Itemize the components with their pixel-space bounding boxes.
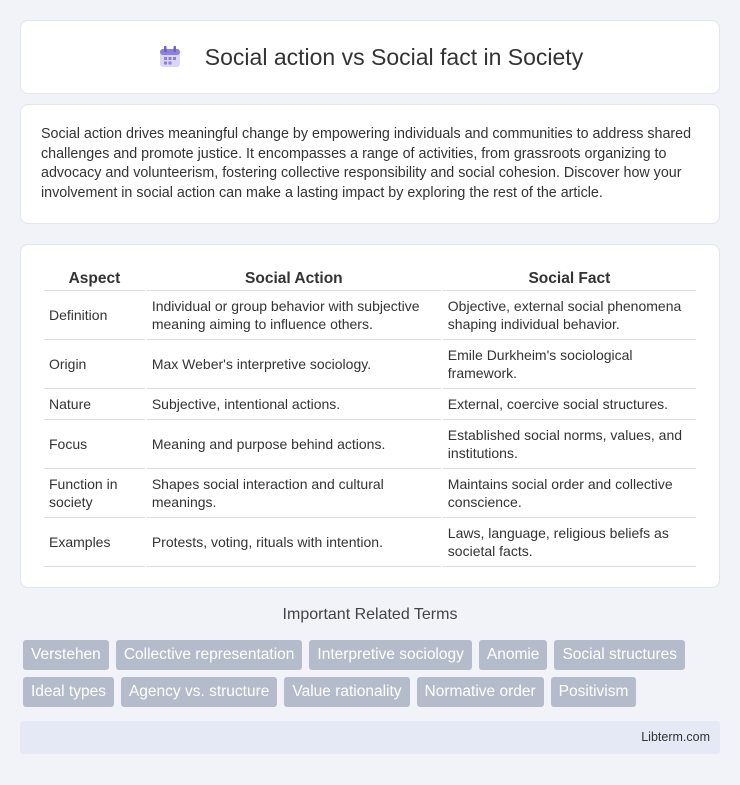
table-row — [44, 389, 696, 420]
comparison-table — [42, 265, 698, 567]
column-header: Social Action — [147, 265, 441, 291]
column-header: Aspect — [44, 265, 145, 291]
tag-verstehen[interactable]: Verstehen — [23, 640, 109, 670]
tag-agency-vs-structure[interactable]: Agency vs. structure — [121, 677, 277, 707]
tag-row — [23, 677, 723, 707]
table-row — [44, 340, 696, 389]
tag-collective-representation[interactable]: Collective representation — [116, 640, 303, 670]
table-cell: Protests, voting, rituals with intention. — [147, 518, 441, 567]
related-terms-tags — [23, 640, 723, 714]
tag-interpretive-sociology[interactable]: Interpretive sociology — [309, 640, 471, 670]
column-header: Social Fact — [443, 265, 696, 291]
intro-text: Social action drives meaningful change by empowering individuals and communities to address shared challenges and promote justice. It encompasses a range of activities, from grassroots organizing to advocacy and volunteerism, fostering collective responsibility and social cohesion. Discover how your involvement in social action can make a lasting impact by exploring the rest of the article. — [41, 126, 692, 201]
table-cell: Individual or group behavior with subjective meaning aiming to influence others. — [147, 291, 441, 340]
table-cell: Maintains social order and collective conscience. — [443, 469, 696, 518]
table-cell: Shapes social interaction and cultural meanings. — [147, 469, 441, 518]
table-cell: Max Weber's interpretive sociology. — [147, 340, 441, 389]
footer — [20, 721, 720, 754]
tag-ideal-types[interactable]: Ideal types — [23, 677, 114, 707]
table-cell: Examples — [44, 518, 145, 567]
tag-positivism[interactable]: Positivism — [551, 677, 637, 707]
table-cell: Emile Durkheim's sociological framework. — [443, 340, 696, 389]
tag-normative-order[interactable]: Normative order — [417, 677, 544, 707]
header-card — [20, 20, 720, 94]
intro-card — [20, 104, 720, 224]
table-row — [44, 291, 696, 340]
table-cell: External, coercive social structures. — [443, 389, 696, 420]
footer-site-link[interactable]: Libterm.com — [641, 730, 710, 744]
tag-anomie[interactable]: Anomie — [479, 640, 548, 670]
tag-value-rationality[interactable]: Value rationality — [284, 677, 409, 707]
calendar-icon — [157, 44, 183, 70]
table-cell: Established social norms, values, and institutions. — [443, 420, 696, 469]
table-cell: Definition — [44, 291, 145, 340]
tag-social-structures[interactable]: Social structures — [554, 640, 685, 670]
comparison-table-card — [20, 244, 720, 588]
table-cell: Focus — [44, 420, 145, 469]
table-cell: Objective, external social phenomena shaping individual behavior. — [443, 291, 696, 340]
table-header-row — [44, 265, 696, 291]
related-terms-title: Important Related Terms — [282, 606, 458, 623]
table-cell: Meaning and purpose behind actions. — [147, 420, 441, 469]
table-row — [44, 420, 696, 469]
tag-row — [23, 640, 723, 670]
table-cell: Subjective, intentional actions. — [147, 389, 441, 420]
page-title: Social action vs Social fact in Society — [204, 43, 584, 70]
table-cell: Function in society — [44, 469, 145, 518]
table-cell: Origin — [44, 340, 145, 389]
table-cell: Laws, language, religious beliefs as societal facts. — [443, 518, 696, 567]
table-row — [44, 469, 696, 518]
table-row — [44, 518, 696, 567]
table-cell: Nature — [44, 389, 145, 420]
